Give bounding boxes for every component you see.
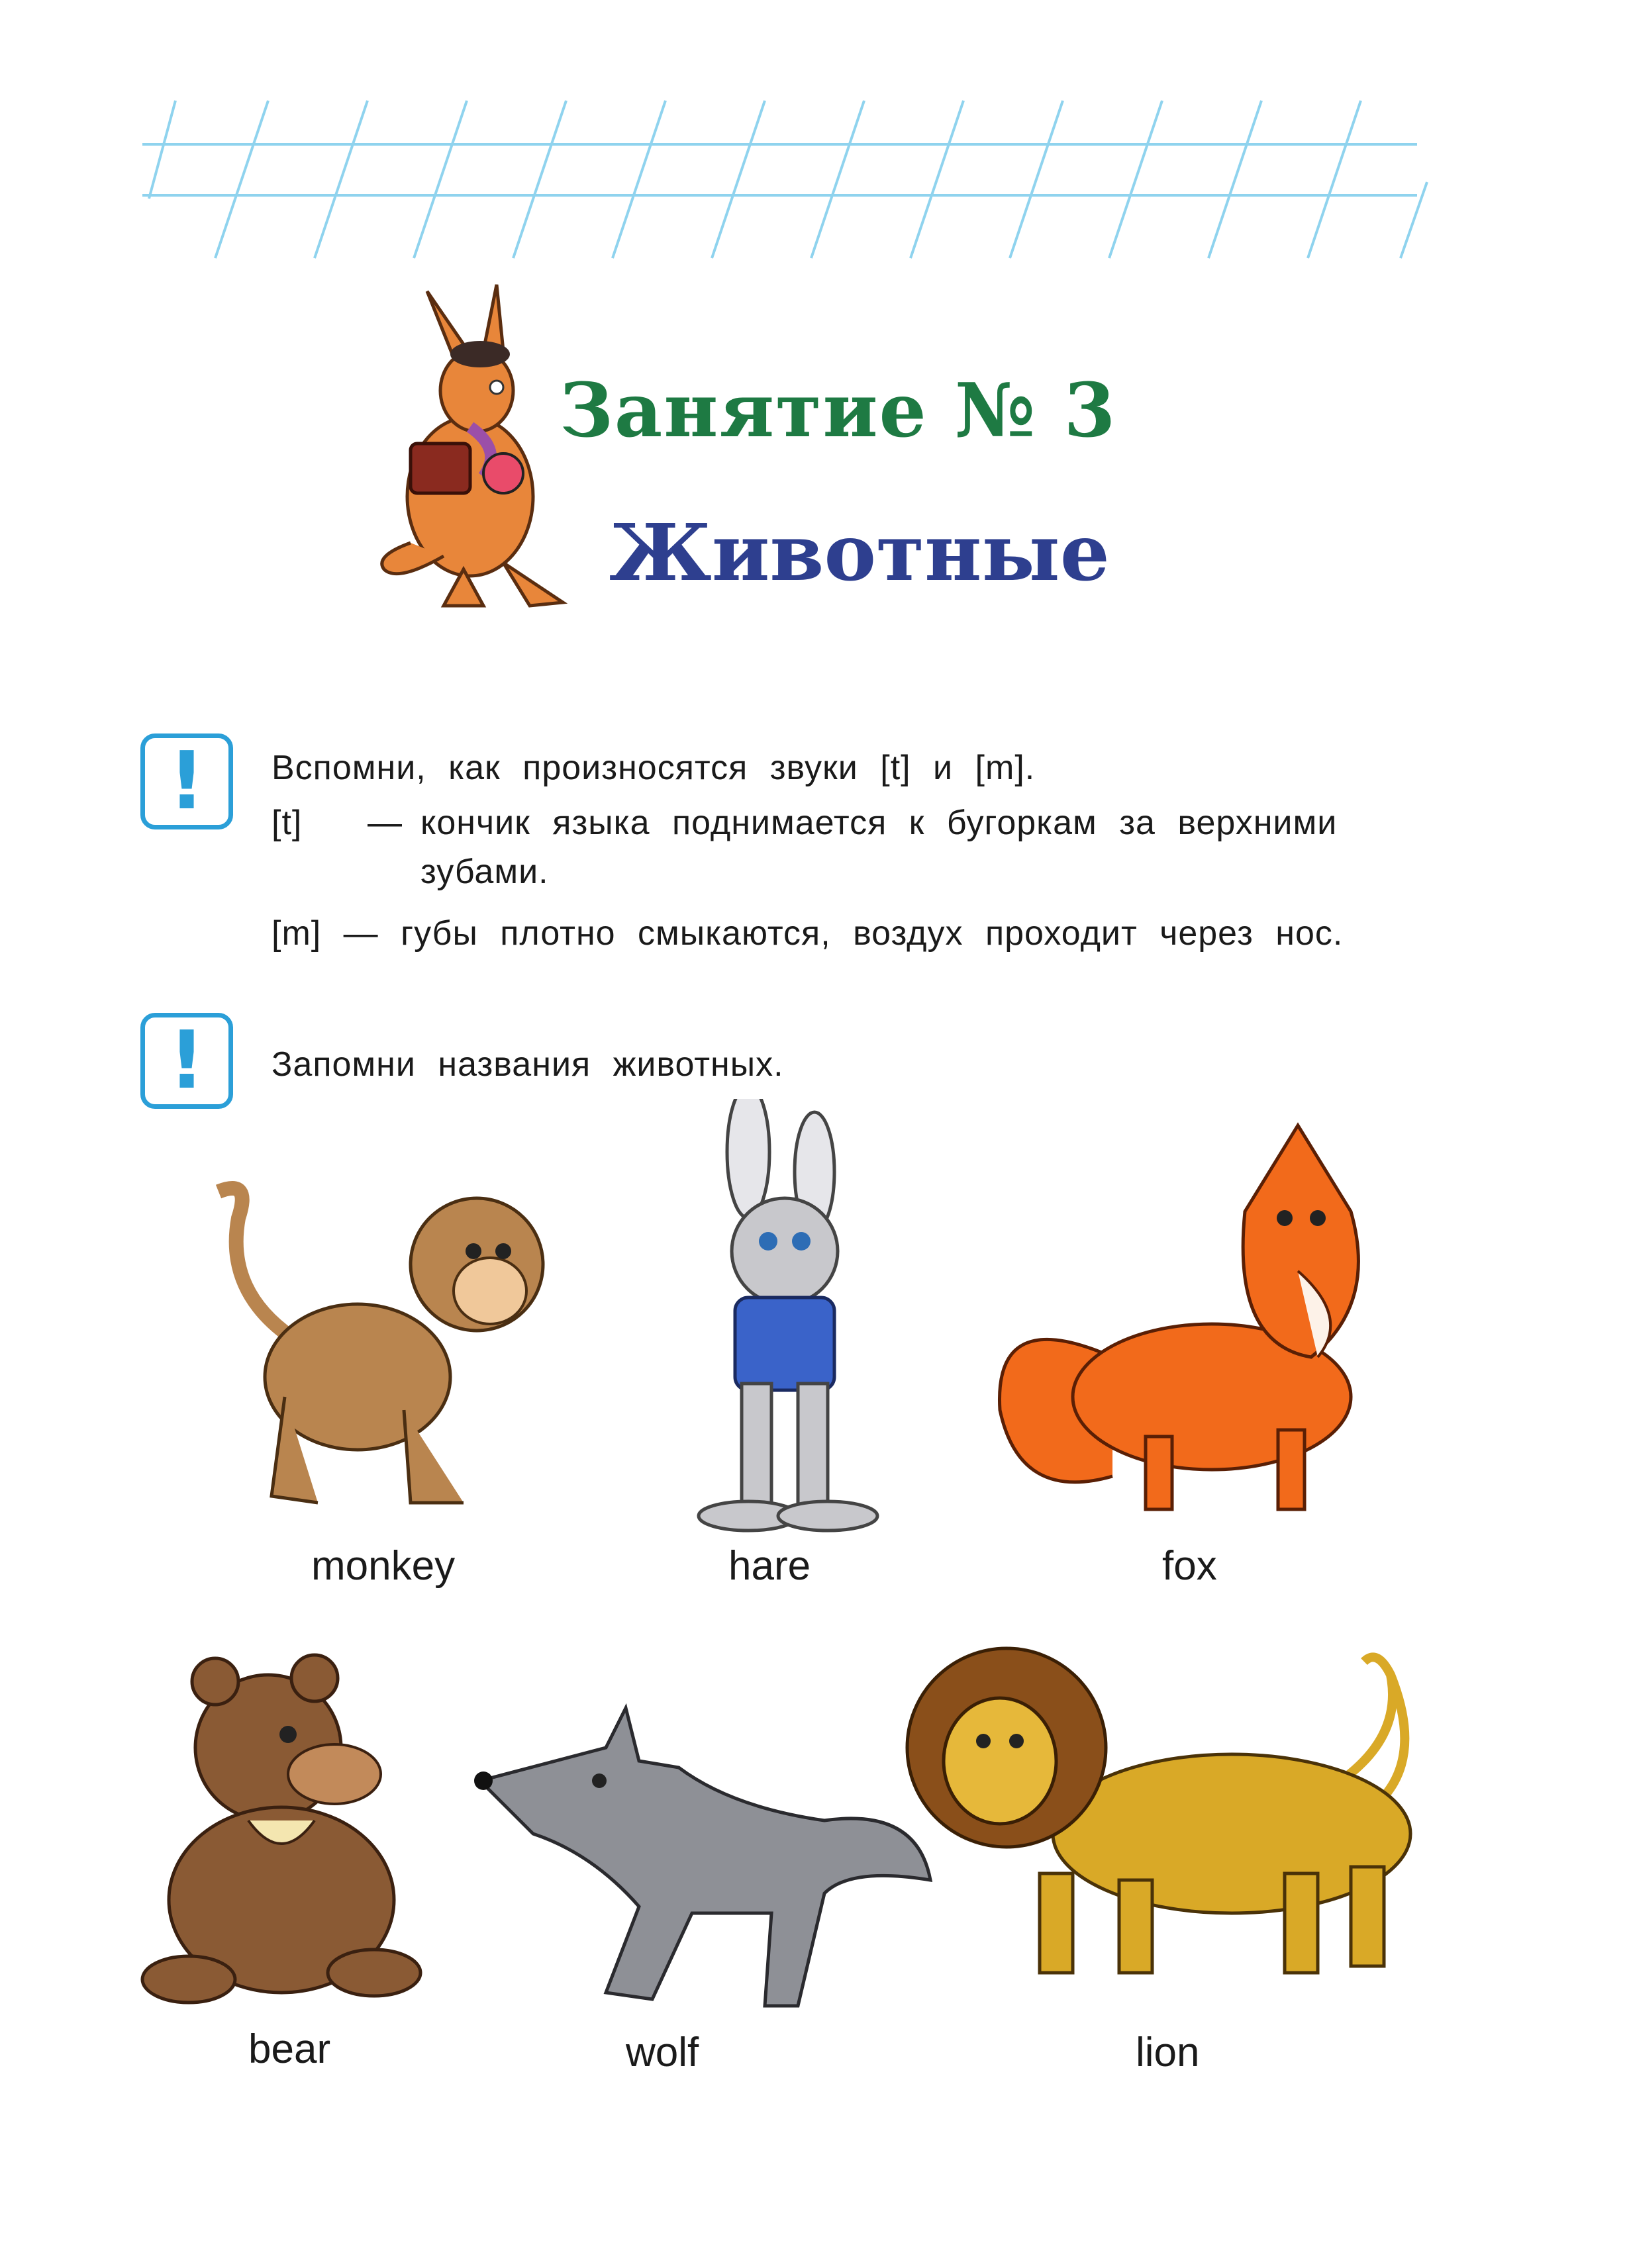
monkey-illustration [185, 1158, 569, 1529]
animal-label-fox: fox [1162, 1543, 1217, 1589]
note1-line2: кончик языка поднимается к бугоркам за верхними [420, 804, 1338, 842]
note1-line3: зубами. [420, 853, 549, 891]
wolf-illustration [454, 1695, 944, 2026]
fox-illustration [980, 1106, 1404, 1529]
note1-sound-t: [t] [271, 804, 303, 842]
exclamation-icon: ! [140, 1013, 233, 1109]
animal-label-wolf: wolf [626, 2030, 699, 2075]
animal-label-bear: bear [248, 2026, 331, 2072]
bear-illustration [136, 1642, 440, 2012]
note2-line1: Запомни названия животных. [271, 1045, 784, 1084]
handwriting-grid [0, 0, 1627, 278]
note1-line1: Вспомни, как произносятся звуки [t] и [m]. [271, 749, 1036, 787]
lesson-subtitle: Животные [609, 506, 1110, 598]
animal-label-lion: lion [1136, 2030, 1200, 2075]
exclamation-icon: ! [140, 733, 233, 829]
lion-illustration [901, 1622, 1450, 1993]
note1-dash: — [368, 804, 403, 842]
lesson-title: Занятие № 3 [560, 367, 1117, 454]
animal-label-hare: hare [728, 1543, 811, 1589]
note1-line4: [m] — губы плотно смыкаются, воздух проходит через нос. [271, 914, 1344, 953]
animal-label-monkey: monkey [311, 1543, 456, 1589]
kangaroo-mascot-illustration [371, 278, 569, 609]
hare-illustration [636, 1099, 927, 1549]
